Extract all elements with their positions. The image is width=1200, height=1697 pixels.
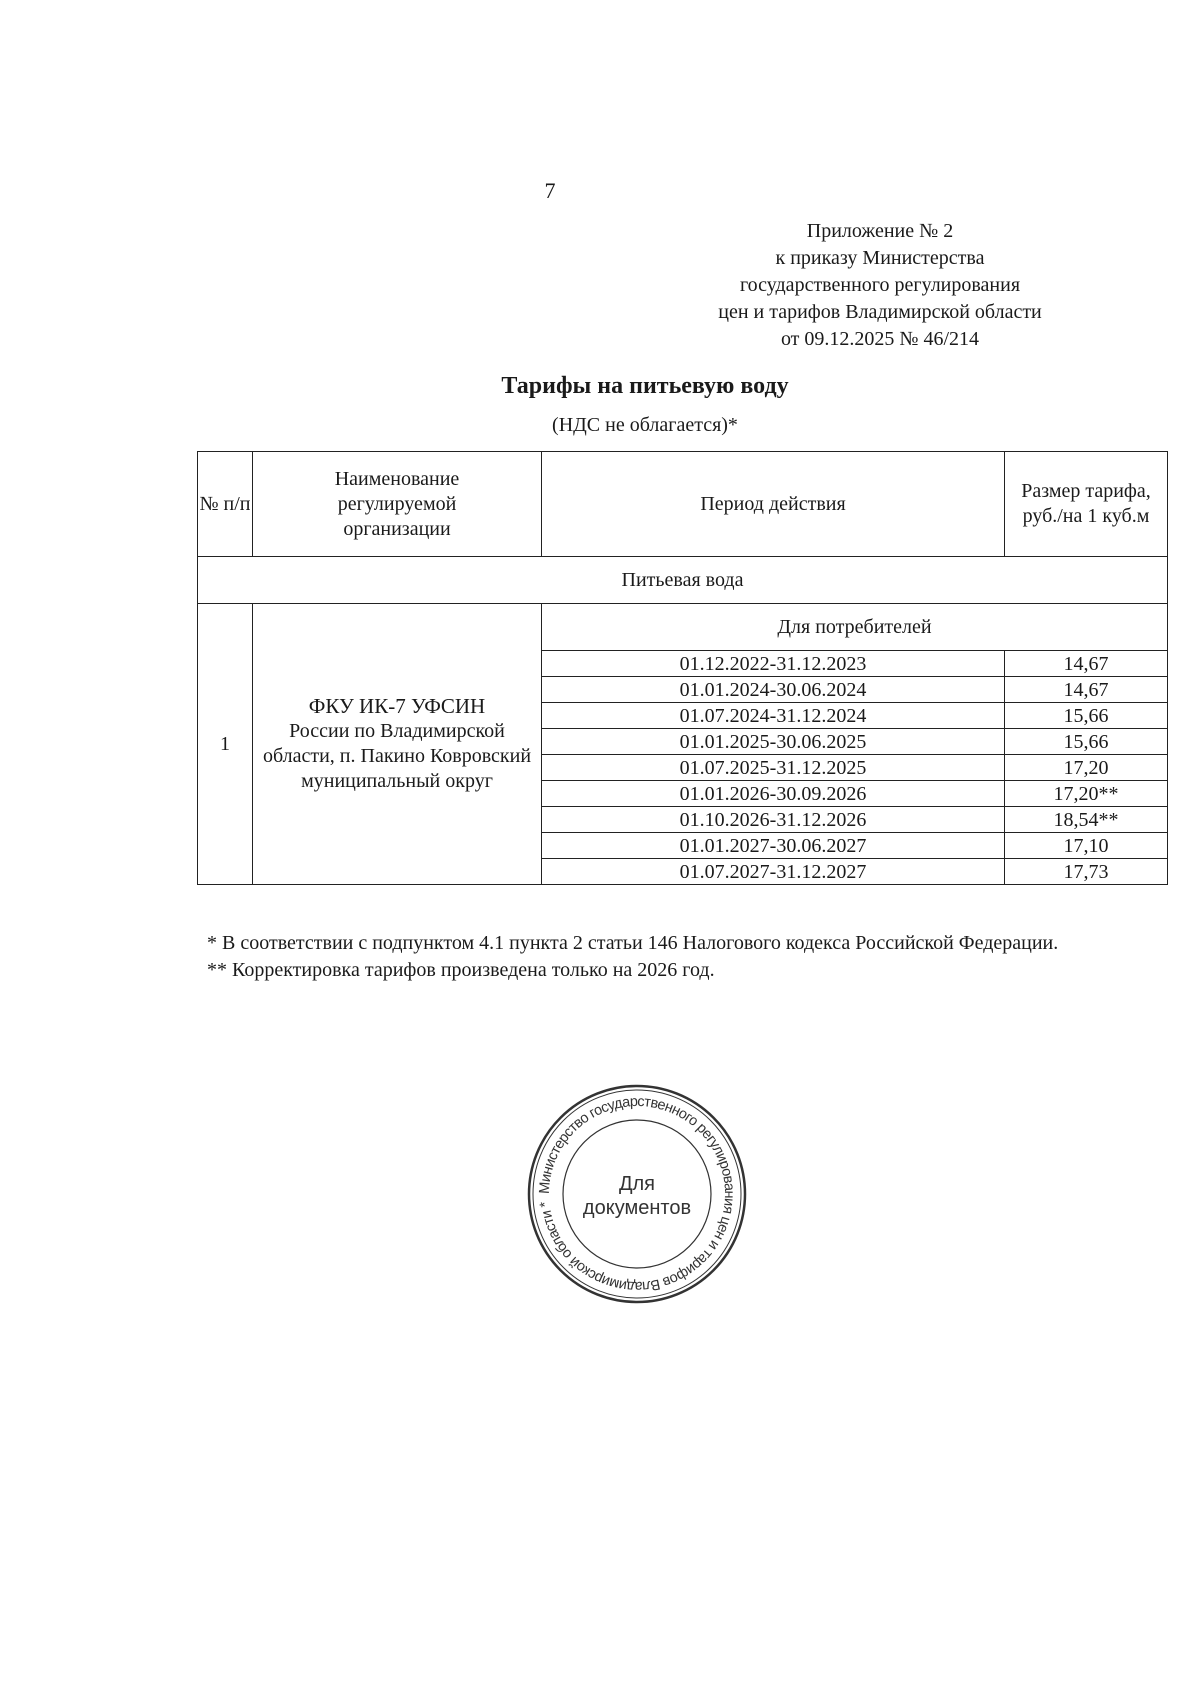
price-cell: 17,20 — [1005, 755, 1168, 781]
page-number: 7 — [544, 178, 556, 203]
consumer-group-row — [198, 604, 1168, 651]
period-cell: 01.10.2026-31.12.2026 — [542, 807, 1005, 833]
appendix-line: государственного регулирования — [739, 274, 1021, 296]
price-cell: 18,54** — [1005, 807, 1168, 833]
tariff-table — [197, 451, 1168, 885]
section-row — [198, 557, 1168, 604]
stamp-center-line1: Для — [618, 1173, 656, 1195]
appendix-line: от 09.12.2025 № 46/214 — [780, 328, 980, 350]
price-cell: 15,66 — [1005, 703, 1168, 729]
header-org: Наименование регулируемой организации — [253, 452, 542, 557]
footnote-vat: * В соответствии с подпунктом 4.1 пункта 2 статьи 146 Налогового кодекса Российской Федерации. — [207, 932, 1059, 954]
footnotes — [207, 930, 1080, 984]
organization-name-rest: России по Владимирской области, п. Пакино Ковровский муниципальный округ — [262, 720, 532, 792]
period-cell: 01.07.2024-31.12.2024 — [542, 703, 1005, 729]
stamp-ring-text: Министерство государственного регулирования цен и тарифов Владимирской области * — [536, 1093, 738, 1295]
appendix-line: к приказу Министерства — [775, 247, 985, 269]
period-cell: 01.12.2022-31.12.2023 — [542, 651, 1005, 677]
document-title: Тарифы на питьевую воду — [501, 373, 789, 399]
header-num: № п/п — [198, 452, 253, 557]
price-cell: 17,10 — [1005, 833, 1168, 859]
consumer-group-label: Для потребителей — [542, 604, 1168, 651]
price-cell: 15,66 — [1005, 729, 1168, 755]
period-cell: 01.07.2025-31.12.2025 — [542, 755, 1005, 781]
price-cell: 17,20** — [1005, 781, 1168, 807]
period-cell: 01.07.2027-31.12.2027 — [542, 859, 1005, 885]
organization-name-line1: ФКУ ИК-7 УФСИН — [308, 694, 486, 718]
document-subtitle: (НДС не облагается)* — [552, 414, 738, 436]
appendix-line: Приложение № 2 — [806, 220, 954, 242]
period-cell: 01.01.2024-30.06.2024 — [542, 677, 1005, 703]
period-cell: 01.01.2027-30.06.2027 — [542, 833, 1005, 859]
period-cell: 01.01.2026-30.09.2026 — [542, 781, 1005, 807]
price-cell: 14,67 — [1005, 677, 1168, 703]
stamp-center-line2: документов — [582, 1197, 692, 1219]
footnote-correction: ** Корректировка тарифов произведена только на 2026 год. — [207, 959, 715, 981]
header-period: Период действия — [542, 452, 1005, 557]
appendix-line: цен и тарифов Владимирской области — [718, 301, 1042, 323]
official-stamp — [525, 1082, 749, 1306]
table-header-row — [198, 452, 1168, 557]
row-number: 1 — [198, 604, 253, 885]
appendix-reference — [680, 218, 1080, 353]
price-cell: 14,67 — [1005, 651, 1168, 677]
header-price: Размер тарифа, руб./на 1 куб.м — [1005, 452, 1168, 557]
price-cell: 17,73 — [1005, 859, 1168, 885]
period-cell: 01.01.2025-30.06.2025 — [542, 729, 1005, 755]
organization-cell — [253, 604, 542, 885]
section-label: Питьевая вода — [198, 557, 1168, 604]
